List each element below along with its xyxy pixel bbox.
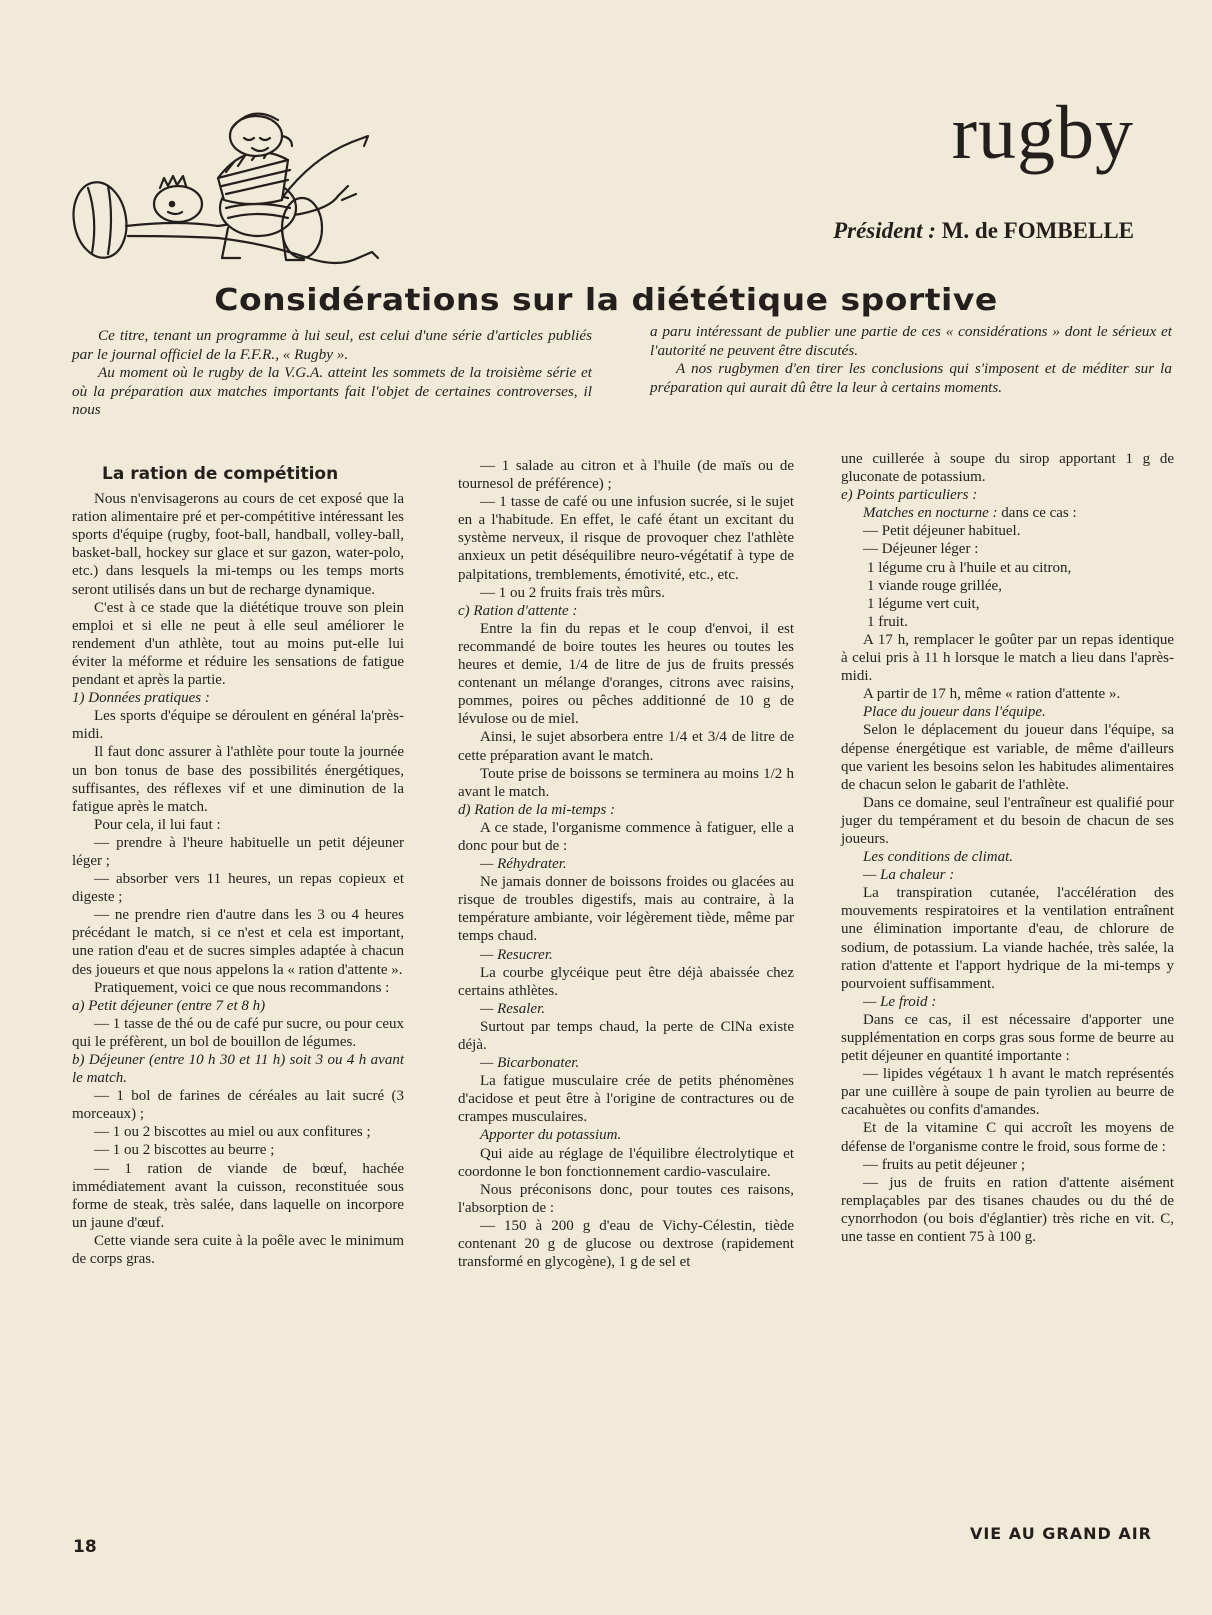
paragraph: Entre la fin du repas et le coup d'envoi, il est recommandé de boire toutes les heures ou toutes les heures et demie, 1/4 de litre de jus de fruits pressés contenant un mélange d'oranges, citrons avec raisins, pommes, poires ou pêches additionné de 10 g de lévulose ou de miel. — [458, 620, 794, 728]
list-item: — 1 salade au citron et à l'huile (de maïs ou de tournesol de préférence) ; — [458, 458, 794, 493]
list-item: — 1 ou 2 biscottes au beurre ; — [94, 1142, 275, 1159]
paragraph: Pour cela, il lui faut : — [94, 816, 221, 833]
list-item: — fruits au petit déjeuner ; — [863, 1156, 1026, 1173]
paragraph: Ne jamais donner de boissons froides ou glacées au risque de troubles digestifs, mais au contraire, à la température ambiante, voir légèrement tiède, même par temps chaud. — [458, 874, 794, 945]
paragraph: La courbe glycéique peut être déjà abaissée chez certains athlètes. — [458, 964, 794, 999]
paragraph: A ce stade, l'organisme commence à fatiguer, elle a donc pour but de : — [458, 819, 794, 854]
text-column-1 — [72, 463, 404, 1268]
column-subhead: La ration de compétition — [102, 464, 339, 484]
intro-paragraph: Ce titre, tenant un programme à lui seul, est celui d'une série d'articles publiés par le journal officiel de la F.F.R., « Rugby ». — [72, 327, 592, 363]
list-item: — 150 à 200 g d'eau de Vichy-Célestin, tiède contenant 20 g de glucose ou dextrose (rapidement transformé en glycogène), 1 g de sel et — [458, 1217, 794, 1271]
president-name: M. de FOMBELLE — [941, 218, 1134, 243]
rugby-players-cartoon-icon — [68, 108, 398, 273]
subsection-heading: e) Points particuliers : — [841, 487, 978, 504]
subsection-heading: d) Ration de la mi-temps : — [458, 801, 616, 818]
list-item: — 1 ou 2 fruits frais très mûrs. — [480, 584, 665, 601]
intro-paragraph: Au moment où le rugby de la V.G.A. atteint les sommets de la troisième série et où la préparation aux matches importants fait l'objet de certaines controverses, il nous — [72, 364, 592, 419]
paragraph: Dans ce cas, il est nécessaire d'apporter une supplémentation en corps gras sous forme de beurre au petit déjeuner en quantité importante : — [841, 1011, 1174, 1065]
intro-right — [650, 323, 1172, 397]
intro-paragraph: A nos rugbymen d'en tirer les conclusions qui s'imposent et de méditer sur la préparation qui aurait dû être la leur à certains moments. — [650, 360, 1172, 396]
paragraph: Nous préconisons donc, pour toutes ces raisons, l'absorption de : — [458, 1181, 794, 1216]
subsection-heading: b) Déjeuner (entre 10 h 30 et 11 h) soit 3 ou 4 h avant le match. — [72, 1052, 404, 1087]
paragraph: Selon le déplacement du joueur dans l'équipe, sa dépense énergétique est variable, de même d'ailleurs que varient les besoins selon les habitudes alimentaires de chacun selon le gabarit de l'athlète. — [841, 722, 1174, 793]
list-item: — 1 ration de viande de bœuf, hachée immédiatement avant la cuisson, reconstituée sous forme de steak, très salée, dans laquelle on incorpore un jaune d'œuf. — [72, 1160, 404, 1231]
menu-item: 1 fruit. — [867, 613, 908, 630]
paragraph: Surtout par temps chaud, la perte de ClNa existe déjà. — [458, 1018, 794, 1053]
paragraph: Toute prise de boissons se terminera au moins 1/2 h avant le match. — [458, 765, 794, 800]
sub-heading: Place du joueur dans l'équipe. — [863, 704, 1046, 721]
menu-item: 1 légume cru à l'huile et au citron, — [867, 559, 1072, 576]
intro-paragraph: a paru intéressant de publier une partie de ces « considérations » dont le sérieux et l'autorité ne peuvent être discutés. — [650, 323, 1172, 359]
sub-heading: — Resaler. — [480, 1000, 545, 1017]
text-column-2 — [458, 457, 794, 1271]
subsection-heading: a) Petit déjeuner (entre 7 et 8 h) — [72, 997, 266, 1014]
list-item: — prendre à l'heure habituelle un petit déjeuner léger ; — [72, 834, 404, 869]
paragraph: La fatigue musculaire crée de petits phénomènes d'acidose et peut être à l'origine de contractures ou de crampes musculaires. — [458, 1073, 794, 1126]
paragraph: Pratiquement, voici ce que nous recommandons : — [94, 979, 390, 996]
list-item: — 1 bol de farines de céréales au lait sucré (3 morceaux) ; — [72, 1088, 404, 1123]
paragraph: A partir de 17 h, même « ration d'attente ». — [863, 686, 1121, 703]
paragraph: Les sports d'équipe se déroulent en général la'près-midi. — [72, 708, 404, 743]
paragraph: Cette viande sera cuite à la poêle avec le minimum de corps gras. — [72, 1232, 404, 1268]
text-column-3 — [841, 450, 1174, 1246]
section-title: rugby — [951, 91, 1134, 175]
sub-heading: — La chaleur : — [863, 867, 955, 884]
sub-heading: — Le froid : — [863, 993, 937, 1010]
sub-heading: — Resucrer. — [480, 946, 553, 963]
paragraph: A 17 h, remplacer le goûter par un repas identique à celui pris à 11 h lorsque le match a lieu dans l'après-midi. — [841, 631, 1174, 685]
list-item: — absorber vers 11 heures, un repas copieux et digeste ; — [72, 871, 404, 906]
paragraph: Il faut donc assurer à l'athlète pour toute la journée un bon tonus de base des possibilités énergétiques, suffisantes, des réflexes vif et une diminution de la fatigue après le match. — [72, 744, 404, 815]
intro-left — [72, 327, 592, 420]
article-headline: Considérations sur la diététique sportive — [214, 281, 998, 318]
sub-heading: — Bicarbonater. — [480, 1055, 580, 1072]
page-number: 18 — [73, 1537, 97, 1557]
paragraph: C'est à ce stade que la diététique trouve son plein emploi et si elle ne peut à elle seul améliorer le rendement d'un athlète, tout au moins put-elle lui éviter la méforme et réduire les sensations de fatigue pendant et après la partie. — [72, 599, 404, 689]
list-item: — lipides végétaux 1 h avant le match représentés par une cuillère à soupe de pain tyrolien au beurre de cacahuètes ou confits d'amandes. — [841, 1066, 1174, 1119]
list-item: — Petit déjeuner habituel. — [863, 523, 1021, 540]
list-item: — jus de fruits en ration d'attente aisément remplaçables par des tisanes chaudes ou du thé de cynorrhodon (ou bois d'églantier) très riche en vit. C, une tasse en contient 75 à 100 g. — [841, 1174, 1174, 1246]
list-item: — 1 tasse de café ou une infusion sucrée, si le sujet en a l'habitude. En effet, le café étant un excitant du système nerveux, il risque de provoquer chez l'athlète anxieux un petit déséquilibre neuro-végétatif à type de palpitations, tremblements, émotivité, etc., etc. — [458, 494, 794, 583]
menu-item: 1 viande rouge grillée, — [867, 577, 1002, 594]
paragraph: Ainsi, le sujet absorbera entre 1/4 et 3/4 de litre de cette préparation avant le match. — [458, 729, 794, 764]
sub-heading: Les conditions de climat. — [863, 849, 1013, 866]
subsection-heading: c) Ration d'attente : — [458, 602, 578, 619]
sub-heading: Matches en nocturne : dans ce cas : — [863, 505, 1077, 522]
magazine-name: VIE AU GRAND AIR — [969, 1524, 1152, 1543]
paragraph: Qui aide au réglage de l'équilibre électrolytique et coordonne le bon fonctionnement cardio-vasculaire. — [458, 1145, 794, 1180]
sub-heading: — Réhydrater. — [480, 856, 567, 873]
paragraph: Et de la vitamine C qui accroît les moyens de défense de l'organisme contre le froid, sous forme de : — [841, 1120, 1174, 1155]
menu-item: 1 légume vert cuit, — [867, 595, 980, 612]
list-item: — 1 tasse de thé ou de café pur sucre, ou pour ceux qui le préfèrent, un bol de bouillon de légumes. — [72, 1015, 404, 1050]
paragraph: une cuillerée à soupe du sirop apportant 1 g de gluconate de potassium. — [841, 451, 1174, 486]
paragraph: La transpiration cutanée, l'accélération des mouvements respiratoires et la ventilation entraînent une élimination importante d'eau, de chlorure de sodium, de potassium. La viande hachée, très salée, la ration d'attente et l'apport hydrique de la mi-temps y pourvoient suffisamment. — [841, 885, 1174, 992]
list-item: — ne prendre rien d'autre dans les 3 ou 4 heures précédant le match, si ce n'est et cela est important, une ration d'eau et de sucres simples adaptée à chacun des joueurs et que nous appelons la « ration d'attente ». — [72, 907, 404, 978]
president-line — [833, 218, 1134, 244]
paragraph: Nous n'envisagerons au cours de cet exposé que la ration alimentaire pré et per-compétitive intéressant les sports d'équipe (rugby, foot-ball, handball, volley-ball, basket-ball, hockey sur glace et sur gazon, water-polo, etc.) dans lesquels la mi-temps ou les temps morts seront utilisés dans un but de recharge dynamique. — [72, 491, 404, 598]
paragraph: Dans ce domaine, seul l'entraîneur est qualifié pour juger du tempérament et du besoin de chacun de ses joueurs. — [841, 794, 1174, 847]
sub-heading: Apporter du potassium. — [480, 1127, 622, 1144]
list-item: — 1 ou 2 biscottes au miel ou aux confitures ; — [94, 1124, 371, 1141]
president-label: Président : — [833, 218, 936, 243]
subsection-heading: 1) Données pratiques : — [72, 690, 210, 707]
list-item: — Déjeuner léger : — [863, 541, 979, 558]
